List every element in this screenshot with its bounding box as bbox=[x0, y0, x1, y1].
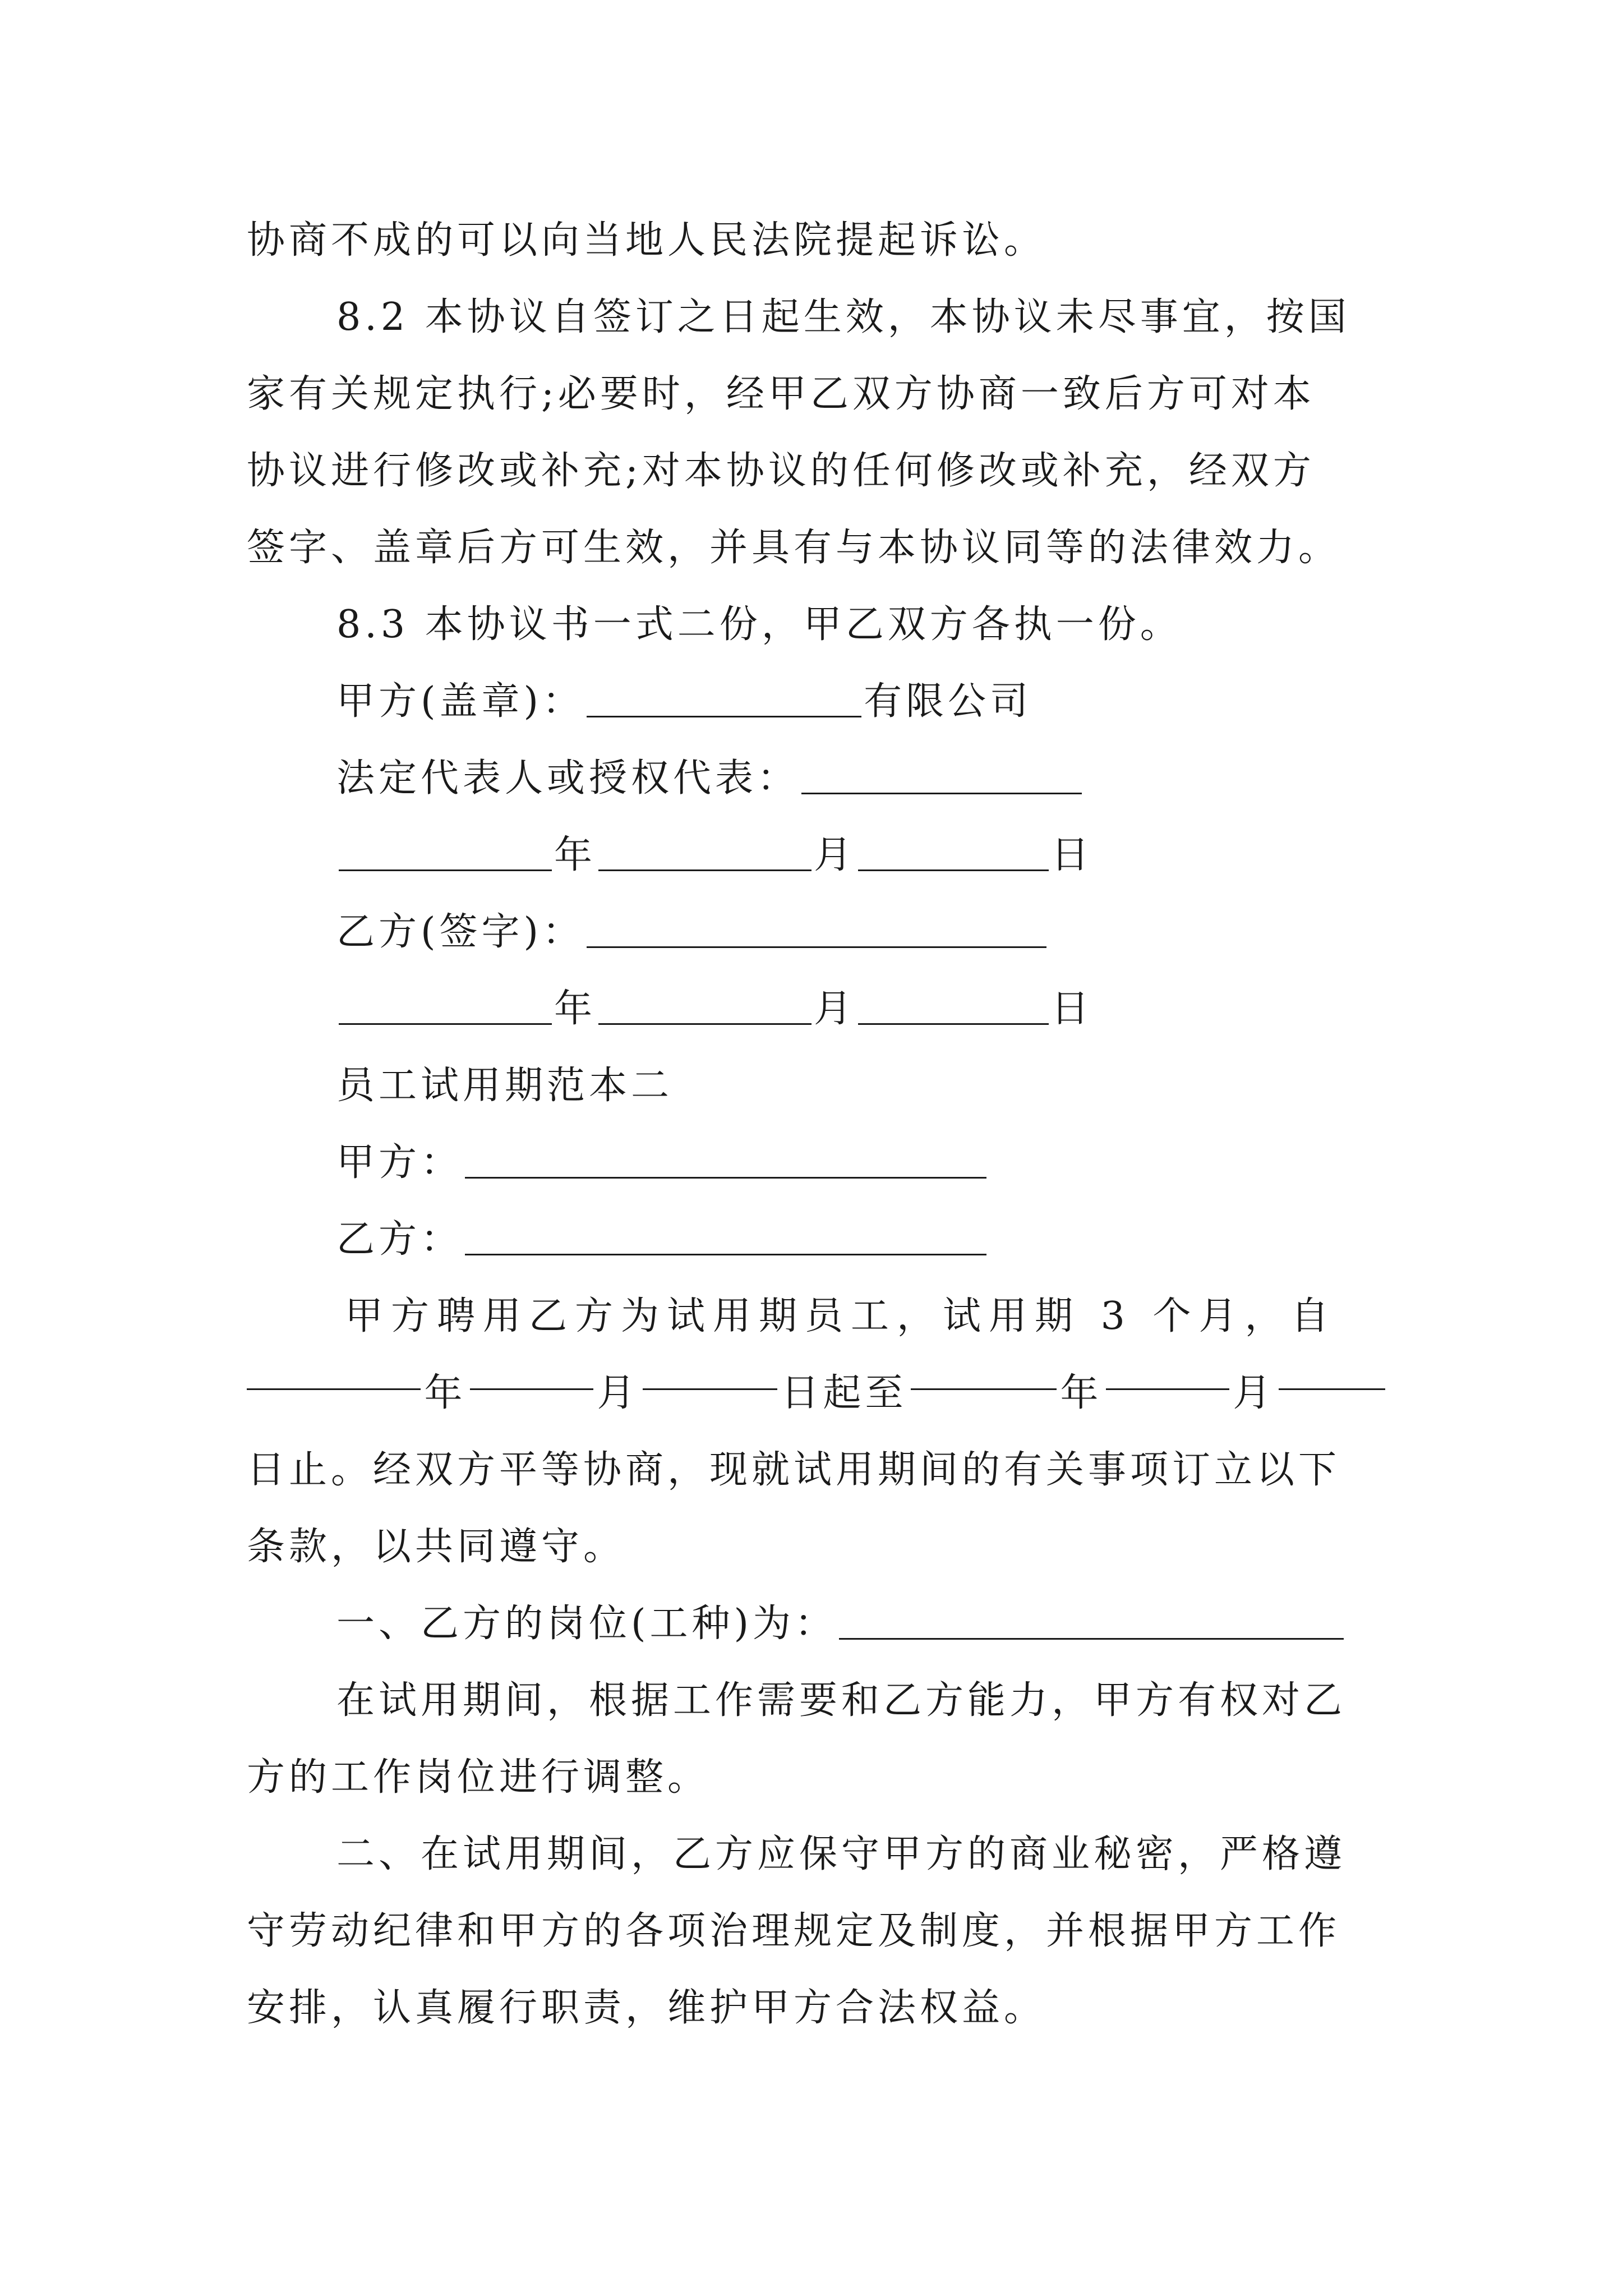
month-label: 月 bbox=[814, 833, 856, 877]
company-suffix: 有限公司 bbox=[864, 679, 1032, 724]
day-label: 日 bbox=[1051, 833, 1094, 877]
day-blank[interactable] bbox=[858, 836, 1049, 871]
party-a-sign-line bbox=[247, 663, 1385, 740]
template-party-b bbox=[247, 1201, 1385, 1278]
text-line: 方的工作岗位进行调整。 bbox=[247, 1755, 710, 1800]
text-line: 日止。经双方平等协商，现就试用期间的有关事项订立以下 bbox=[247, 1448, 1341, 1492]
year-blank[interactable] bbox=[339, 990, 552, 1025]
year-label: 年 bbox=[554, 833, 597, 877]
representative-label: 法定代表人或授权代表： bbox=[336, 756, 800, 800]
year-label: 年 bbox=[424, 1371, 467, 1415]
party-b-label: 乙方(签字)： bbox=[336, 910, 585, 954]
party-a-label: 甲方： bbox=[336, 1140, 463, 1185]
template-party-a bbox=[247, 1124, 1385, 1201]
clause-8-3: 8.3 本协议书一式二份，甲乙双方各执一份。 bbox=[336, 602, 1182, 647]
month-label: 月 bbox=[1233, 1371, 1275, 1415]
day-from-label: 日起至 bbox=[781, 1371, 907, 1415]
end-day-blank[interactable] bbox=[1279, 1355, 1385, 1390]
text-line: 协议进行修改或补充;对本协议的任何修改或补充，经双方 bbox=[247, 449, 1315, 493]
start-year-blank[interactable] bbox=[247, 1355, 421, 1390]
text-line: 条款，以共同遵守。 bbox=[247, 1525, 626, 1569]
end-year-blank[interactable] bbox=[911, 1355, 1057, 1390]
probation-paragraph-line1: 甲方聘用乙方为试用期员工，试用期 3 个月，自 bbox=[345, 1294, 1337, 1338]
start-month-blank[interactable] bbox=[470, 1355, 593, 1390]
day-blank[interactable] bbox=[858, 990, 1049, 1025]
text-line: 安排，认真履行职责，维护甲方合法权益。 bbox=[247, 1986, 1046, 2030]
party-b-blank[interactable] bbox=[465, 1220, 986, 1255]
text-line: 在试用期间，根据工作需要和乙方能力，甲方有权对乙 bbox=[336, 1678, 1347, 1723]
party-a-label: 甲方(盖章)： bbox=[336, 679, 585, 724]
position-line bbox=[247, 1585, 1385, 1662]
party-b-sign-line bbox=[247, 894, 1385, 970]
clause-8-2: 8.2 本协议自签订之日起生效，本协议未尽事宜，按国 bbox=[336, 295, 1350, 339]
document-page bbox=[247, 202, 1385, 2046]
party-a-blank[interactable] bbox=[465, 1143, 986, 1179]
position-label: 一、乙方的岗位(工种)为： bbox=[336, 1602, 837, 1646]
month-label: 月 bbox=[597, 1371, 639, 1415]
party-b-label: 乙方： bbox=[336, 1217, 463, 1262]
party-b-signature-blank[interactable] bbox=[587, 913, 1046, 948]
probation-date-range-line bbox=[247, 1355, 1385, 1432]
start-day-blank[interactable] bbox=[643, 1355, 777, 1390]
text-line: 协商不成的可以向当地人民法院提起诉讼。 bbox=[247, 218, 1046, 263]
end-month-blank[interactable] bbox=[1106, 1355, 1229, 1390]
template-title: 员工试用期范本二 bbox=[336, 1064, 674, 1108]
company-name-blank[interactable] bbox=[587, 682, 861, 717]
date-line-a bbox=[247, 817, 1385, 894]
year-label: 年 bbox=[554, 987, 597, 1031]
position-blank[interactable] bbox=[839, 1604, 1344, 1640]
date-line-b bbox=[247, 970, 1385, 1047]
month-blank[interactable] bbox=[598, 990, 811, 1025]
text-line: 守劳动纪律和甲方的各项治理规定及制度，并根据甲方工作 bbox=[247, 1909, 1341, 1953]
text-line: 二、在试用期间，乙方应保守甲方的商业秘密，严格遵 bbox=[336, 1832, 1347, 1876]
year-label: 年 bbox=[1060, 1371, 1103, 1415]
month-blank[interactable] bbox=[598, 836, 811, 871]
day-label: 日 bbox=[1051, 987, 1094, 1031]
text-line: 签字、盖章后方可生效，并具有与本协议同等的法律效力。 bbox=[247, 526, 1341, 570]
representative-line bbox=[247, 740, 1385, 817]
month-label: 月 bbox=[814, 987, 856, 1031]
representative-blank[interactable] bbox=[801, 759, 1082, 794]
year-blank[interactable] bbox=[339, 836, 552, 871]
text-line: 家有关规定执行;必要时，经甲乙双方协商一致后方可对本 bbox=[247, 372, 1315, 416]
